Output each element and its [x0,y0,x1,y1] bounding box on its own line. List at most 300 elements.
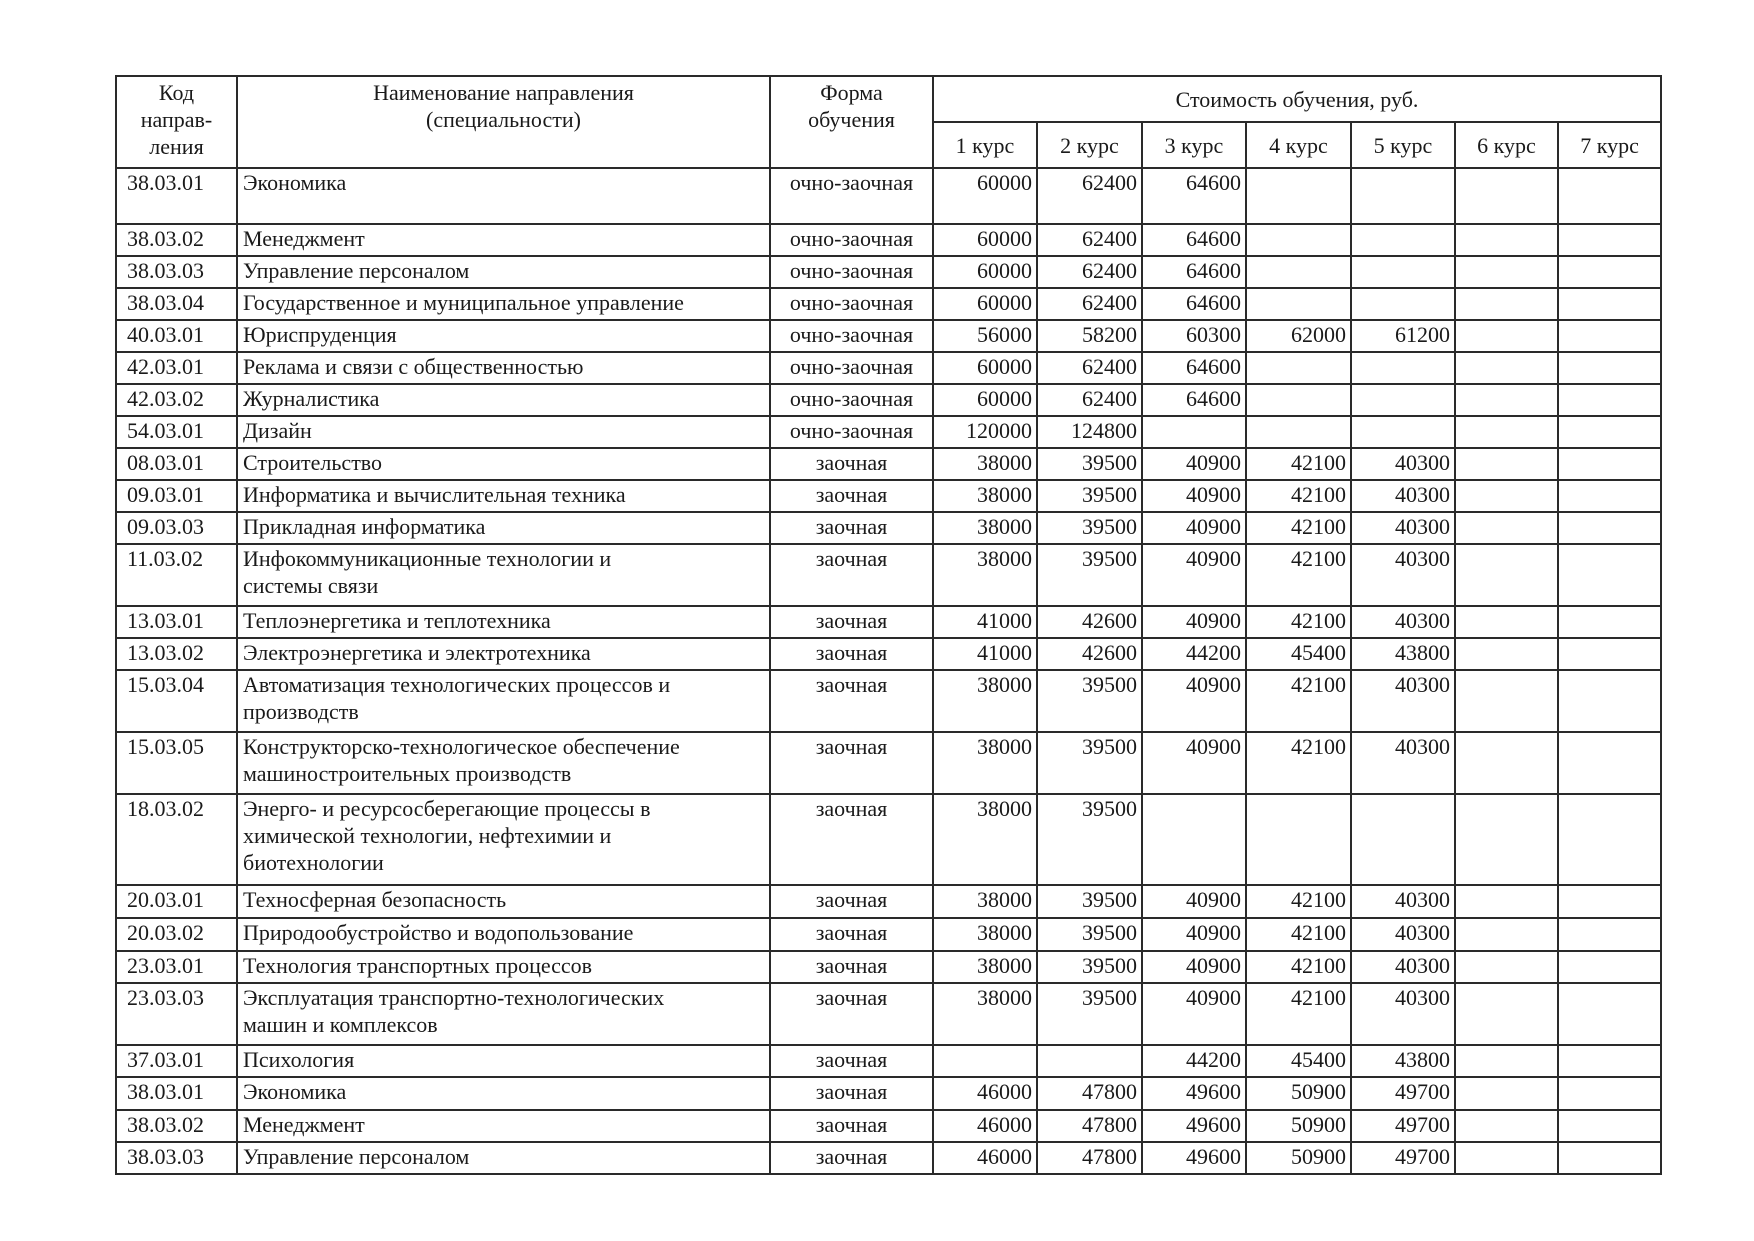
cost-course-5: 40300 [1351,983,1455,1045]
study-form: заочная [770,606,933,638]
direction-name [237,448,770,480]
table-body [116,168,1661,1174]
header-cost: Стоимость обучения, руб. [933,76,1661,122]
cost-course-3: 64600 [1142,256,1246,288]
cost-course-5: 40300 [1351,885,1455,918]
cost-course-3 [1142,416,1246,448]
direction-name-line: производств [243,699,359,724]
cost-course-4 [1246,416,1351,448]
cost-course-3: 49600 [1142,1110,1246,1142]
cost-course-1 [933,1045,1037,1077]
table-header [116,76,1661,168]
direction-name-line: Юриспруденция [243,322,397,347]
study-form: очно-заочная [770,320,933,352]
direction-code: 11.03.02 [116,544,237,606]
direction-name-line: Менеджмент [243,1112,365,1137]
cost-course-4: 42100 [1246,885,1351,918]
direction-code: 42.03.02 [116,384,237,416]
direction-name [237,1045,770,1077]
cost-course-5: 40300 [1351,606,1455,638]
cost-course-2: 39500 [1037,983,1142,1045]
cost-course-3: 40900 [1142,512,1246,544]
cost-course-1: 46000 [933,1077,1037,1110]
table-row [116,352,1661,384]
cost-course-5: 49700 [1351,1077,1455,1110]
direction-name-line: Управление персоналом [243,258,470,283]
cost-course-6 [1455,320,1558,352]
cost-course-6 [1455,288,1558,320]
header-form-line: Форма [820,80,883,105]
study-form: очно-заочная [770,168,933,224]
cost-course-7 [1558,448,1661,480]
cost-course-1: 60000 [933,168,1037,224]
cost-course-6 [1455,352,1558,384]
header-course-3: 3 курс [1142,122,1246,168]
direction-name-line: Строительство [243,450,383,475]
cost-course-6 [1455,885,1558,918]
cost-course-4: 62000 [1246,320,1351,352]
cost-course-1: 41000 [933,638,1037,670]
cost-course-3: 40900 [1142,670,1246,732]
table-row [116,288,1661,320]
direction-name-line: системы связи [243,573,379,598]
study-form: заочная [770,638,933,670]
direction-name-line: Природообустройство и водопользование [243,920,634,945]
study-form: заочная [770,918,933,951]
cost-course-7 [1558,918,1661,951]
study-form: заочная [770,1142,933,1174]
table-row [116,670,1661,732]
cost-course-4: 42100 [1246,732,1351,794]
header-course-1: 1 курс [933,122,1037,168]
direction-code: 09.03.01 [116,480,237,512]
cost-course-5: 43800 [1351,638,1455,670]
cost-course-1: 41000 [933,606,1037,638]
cost-course-2: 39500 [1037,794,1142,885]
cost-course-1: 38000 [933,983,1037,1045]
direction-name-line: машин и комплексов [243,1012,438,1037]
cost-course-7 [1558,320,1661,352]
direction-name-line: Реклама и связи с общественностью [243,354,584,379]
cost-course-7 [1558,288,1661,320]
header-code [116,76,237,168]
cost-course-1: 38000 [933,480,1037,512]
direction-name-line: Технология транспортных процессов [243,953,593,978]
study-form: заочная [770,544,933,606]
table-row [116,732,1661,794]
table-row [116,544,1661,606]
cost-course-2: 39500 [1037,918,1142,951]
cost-course-1: 38000 [933,918,1037,951]
header-name-line: (специальности) [426,107,581,132]
cost-course-6 [1455,794,1558,885]
table-row [116,224,1661,256]
direction-code: 23.03.01 [116,951,237,983]
direction-name [237,794,770,885]
direction-code: 38.03.01 [116,1077,237,1110]
cost-course-7 [1558,951,1661,983]
cost-course-5: 43800 [1351,1045,1455,1077]
cost-course-3: 40900 [1142,951,1246,983]
direction-name [237,224,770,256]
direction-name [237,512,770,544]
cost-course-5 [1351,352,1455,384]
direction-code: 13.03.02 [116,638,237,670]
cost-course-2: 39500 [1037,448,1142,480]
cost-course-1: 38000 [933,670,1037,732]
direction-name-line: Менеджмент [243,226,365,251]
cost-course-4 [1246,794,1351,885]
cost-course-1: 120000 [933,416,1037,448]
cost-course-5: 49700 [1351,1142,1455,1174]
header-course-5: 5 курс [1351,122,1455,168]
cost-course-6 [1455,168,1558,224]
cost-course-1: 38000 [933,951,1037,983]
cost-course-4: 45400 [1246,1045,1351,1077]
direction-code: 20.03.02 [116,918,237,951]
cost-course-6 [1455,1142,1558,1174]
table-row [116,951,1661,983]
cost-course-6 [1455,732,1558,794]
study-form: очно-заочная [770,416,933,448]
cost-course-6 [1455,1045,1558,1077]
table-row [116,794,1661,885]
cost-course-7 [1558,1045,1661,1077]
cost-course-7 [1558,416,1661,448]
study-form: очно-заочная [770,288,933,320]
direction-name [237,1142,770,1174]
cost-course-1: 38000 [933,885,1037,918]
header-course-7: 7 курс [1558,122,1661,168]
table-row [116,416,1661,448]
cost-course-7 [1558,885,1661,918]
cost-course-2: 39500 [1037,732,1142,794]
cost-course-1: 60000 [933,352,1037,384]
cost-course-6 [1455,918,1558,951]
table-row [116,448,1661,480]
direction-name-line: Инфокоммуникационные технологии и [243,546,612,571]
cost-course-7 [1558,1077,1661,1110]
cost-course-3: 40900 [1142,448,1246,480]
direction-name-line: Конструкторско-технологическое обеспечение [243,734,680,759]
direction-name [237,352,770,384]
cost-course-5 [1351,416,1455,448]
cost-course-7 [1558,670,1661,732]
cost-course-2: 39500 [1037,951,1142,983]
cost-course-1: 46000 [933,1110,1037,1142]
cost-course-2: 47800 [1037,1110,1142,1142]
direction-name-line: Техносферная безопасность [243,887,507,912]
header-course-6: 6 курс [1455,122,1558,168]
direction-name [237,416,770,448]
direction-name-line: Теплоэнергетика и теплотехника [243,608,551,633]
cost-course-7 [1558,224,1661,256]
direction-name-line: Психология [243,1047,355,1072]
cost-course-4: 42100 [1246,448,1351,480]
direction-code: 38.03.03 [116,1142,237,1174]
cost-course-4: 42100 [1246,480,1351,512]
cost-course-5: 40300 [1351,448,1455,480]
direction-code: 15.03.04 [116,670,237,732]
cost-course-2 [1037,1045,1142,1077]
cost-course-1: 60000 [933,288,1037,320]
cost-course-2: 62400 [1037,256,1142,288]
direction-name [237,885,770,918]
cost-course-5: 40300 [1351,951,1455,983]
table-row [116,885,1661,918]
direction-name [237,168,770,224]
cost-course-5: 40300 [1351,918,1455,951]
table-row [116,1110,1661,1142]
cost-course-7 [1558,168,1661,224]
direction-name [237,918,770,951]
direction-name [237,384,770,416]
direction-name [237,480,770,512]
direction-name [237,606,770,638]
cost-course-6 [1455,448,1558,480]
cost-course-4 [1246,352,1351,384]
cost-course-5 [1351,256,1455,288]
header-form-line: обучения [808,107,895,132]
direction-name-line: Энерго- и ресурсосберегающие процессы в [243,796,651,821]
direction-name-line: Экономика [243,170,347,195]
direction-name-line: Дизайн [243,418,312,443]
cost-course-4 [1246,168,1351,224]
direction-name-line: Эксплуатация транспортно-технологических [243,985,665,1010]
direction-name [237,288,770,320]
cost-course-5: 49700 [1351,1110,1455,1142]
direction-code: 13.03.01 [116,606,237,638]
cost-course-2: 62400 [1037,224,1142,256]
direction-name-line: Управление персоналом [243,1144,470,1169]
direction-name-line: Информатика и вычислительная техника [243,482,626,507]
cost-course-7 [1558,794,1661,885]
table-row [116,320,1661,352]
cost-course-4 [1246,288,1351,320]
cost-course-7 [1558,256,1661,288]
cost-course-3: 44200 [1142,638,1246,670]
cost-course-2: 42600 [1037,638,1142,670]
cost-course-2: 47800 [1037,1142,1142,1174]
cost-course-2: 124800 [1037,416,1142,448]
cost-course-5: 61200 [1351,320,1455,352]
study-form: очно-заочная [770,384,933,416]
header-name [237,76,770,168]
cost-course-4: 42100 [1246,918,1351,951]
direction-name [237,1077,770,1110]
cost-course-6 [1455,1077,1558,1110]
cost-course-4 [1246,224,1351,256]
cost-course-6 [1455,224,1558,256]
direction-name [237,670,770,732]
cost-course-2: 42600 [1037,606,1142,638]
direction-name [237,320,770,352]
direction-code: 38.03.01 [116,168,237,224]
header-code-line: направ- [140,107,213,132]
table-row [116,1077,1661,1110]
cost-course-3: 40900 [1142,480,1246,512]
direction-code: 09.03.03 [116,512,237,544]
cost-course-3: 64600 [1142,384,1246,416]
cost-course-2: 47800 [1037,1077,1142,1110]
cost-course-3: 64600 [1142,288,1246,320]
header-course-2: 2 курс [1037,122,1142,168]
direction-name-line: Автоматизация технологических процессов и [243,672,671,697]
direction-code: 08.03.01 [116,448,237,480]
cost-course-6 [1455,951,1558,983]
cost-course-4: 42100 [1246,951,1351,983]
study-form: заочная [770,448,933,480]
cost-course-5: 40300 [1351,670,1455,732]
direction-code: 38.03.02 [116,224,237,256]
cost-course-1: 60000 [933,224,1037,256]
direction-name [237,983,770,1045]
cost-course-1: 56000 [933,320,1037,352]
direction-code: 38.03.02 [116,1110,237,1142]
cost-course-5 [1351,288,1455,320]
direction-name [237,256,770,288]
header-code-line: ления [149,134,204,159]
cost-course-1: 60000 [933,384,1037,416]
table-row [116,606,1661,638]
cost-course-4: 50900 [1246,1142,1351,1174]
direction-name-line: Электроэнергетика и электротехника [243,640,591,665]
cost-course-1: 38000 [933,448,1037,480]
tuition-table [115,75,1662,1175]
direction-code: 38.03.03 [116,256,237,288]
direction-name-line: Журналистика [243,386,380,411]
cost-course-4: 42100 [1246,670,1351,732]
table-row [116,1142,1661,1174]
cost-course-1: 38000 [933,512,1037,544]
study-form: заочная [770,983,933,1045]
cost-course-1: 38000 [933,732,1037,794]
cost-course-4: 45400 [1246,638,1351,670]
table-row [116,256,1661,288]
cost-course-3: 40900 [1142,885,1246,918]
cost-course-3: 40900 [1142,544,1246,606]
header-name-line: Наименование направления [373,80,634,105]
cost-course-5: 40300 [1351,732,1455,794]
cost-course-4: 50900 [1246,1077,1351,1110]
cost-course-3: 60300 [1142,320,1246,352]
table-row [116,384,1661,416]
study-form: заочная [770,794,933,885]
cost-course-5 [1351,794,1455,885]
table-row [116,168,1661,224]
direction-name-line: химической технологии, нефтехимии и [243,823,612,848]
cost-course-7 [1558,352,1661,384]
cost-course-2: 62400 [1037,352,1142,384]
cost-course-3: 44200 [1142,1045,1246,1077]
header-code-line: Код [158,80,195,105]
cost-course-4 [1246,384,1351,416]
direction-name [237,1110,770,1142]
cost-course-4: 42100 [1246,512,1351,544]
study-form: заочная [770,732,933,794]
cost-course-1: 46000 [933,1142,1037,1174]
direction-code: 23.03.03 [116,983,237,1045]
cost-course-3: 64600 [1142,168,1246,224]
cost-course-2: 62400 [1037,288,1142,320]
cost-course-2: 58200 [1037,320,1142,352]
cost-course-4 [1246,256,1351,288]
cost-course-6 [1455,1110,1558,1142]
table-row [116,1045,1661,1077]
table-row [116,983,1661,1045]
cost-course-2: 39500 [1037,670,1142,732]
cost-course-2: 39500 [1037,885,1142,918]
cost-course-4: 42100 [1246,606,1351,638]
cost-course-6 [1455,670,1558,732]
study-form: заочная [770,1077,933,1110]
cost-course-3: 49600 [1142,1077,1246,1110]
cost-course-6 [1455,512,1558,544]
cost-course-7 [1558,606,1661,638]
table-row [116,638,1661,670]
direction-name-line: Экономика [243,1079,347,1104]
cost-course-3: 64600 [1142,224,1246,256]
cost-course-3: 40900 [1142,732,1246,794]
study-form: очно-заочная [770,224,933,256]
direction-code: 15.03.05 [116,732,237,794]
direction-code: 40.03.01 [116,320,237,352]
cost-course-5: 40300 [1351,512,1455,544]
cost-course-6 [1455,638,1558,670]
cost-course-2: 39500 [1037,544,1142,606]
cost-course-7 [1558,512,1661,544]
direction-name-line: машиностроительных производств [243,761,572,786]
cost-course-7 [1558,384,1661,416]
direction-code: 38.03.04 [116,288,237,320]
cost-course-1: 38000 [933,544,1037,606]
study-form: очно-заочная [770,256,933,288]
header-form [770,76,933,168]
cost-course-3 [1142,794,1246,885]
direction-code: 18.03.02 [116,794,237,885]
study-form: заочная [770,951,933,983]
cost-course-1: 60000 [933,256,1037,288]
study-form: заочная [770,670,933,732]
table-row [116,918,1661,951]
direction-name-line: Прикладная информатика [243,514,486,539]
cost-course-5: 40300 [1351,480,1455,512]
study-form: заочная [770,885,933,918]
study-form: очно-заочная [770,352,933,384]
cost-course-5 [1351,224,1455,256]
direction-code: 37.03.01 [116,1045,237,1077]
cost-course-3: 64600 [1142,352,1246,384]
cost-course-6 [1455,416,1558,448]
cost-course-2: 39500 [1037,480,1142,512]
cost-course-7 [1558,1142,1661,1174]
direction-name [237,951,770,983]
cost-course-6 [1455,606,1558,638]
cost-course-2: 39500 [1037,512,1142,544]
cost-course-3: 40900 [1142,983,1246,1045]
cost-course-6 [1455,384,1558,416]
cost-course-5 [1351,168,1455,224]
direction-code: 42.03.01 [116,352,237,384]
direction-code: 54.03.01 [116,416,237,448]
study-form: заочная [770,480,933,512]
direction-name [237,544,770,606]
direction-name [237,732,770,794]
study-form: заочная [770,1045,933,1077]
cost-course-4: 42100 [1246,544,1351,606]
cost-course-5: 40300 [1351,544,1455,606]
cost-course-2: 62400 [1037,168,1142,224]
